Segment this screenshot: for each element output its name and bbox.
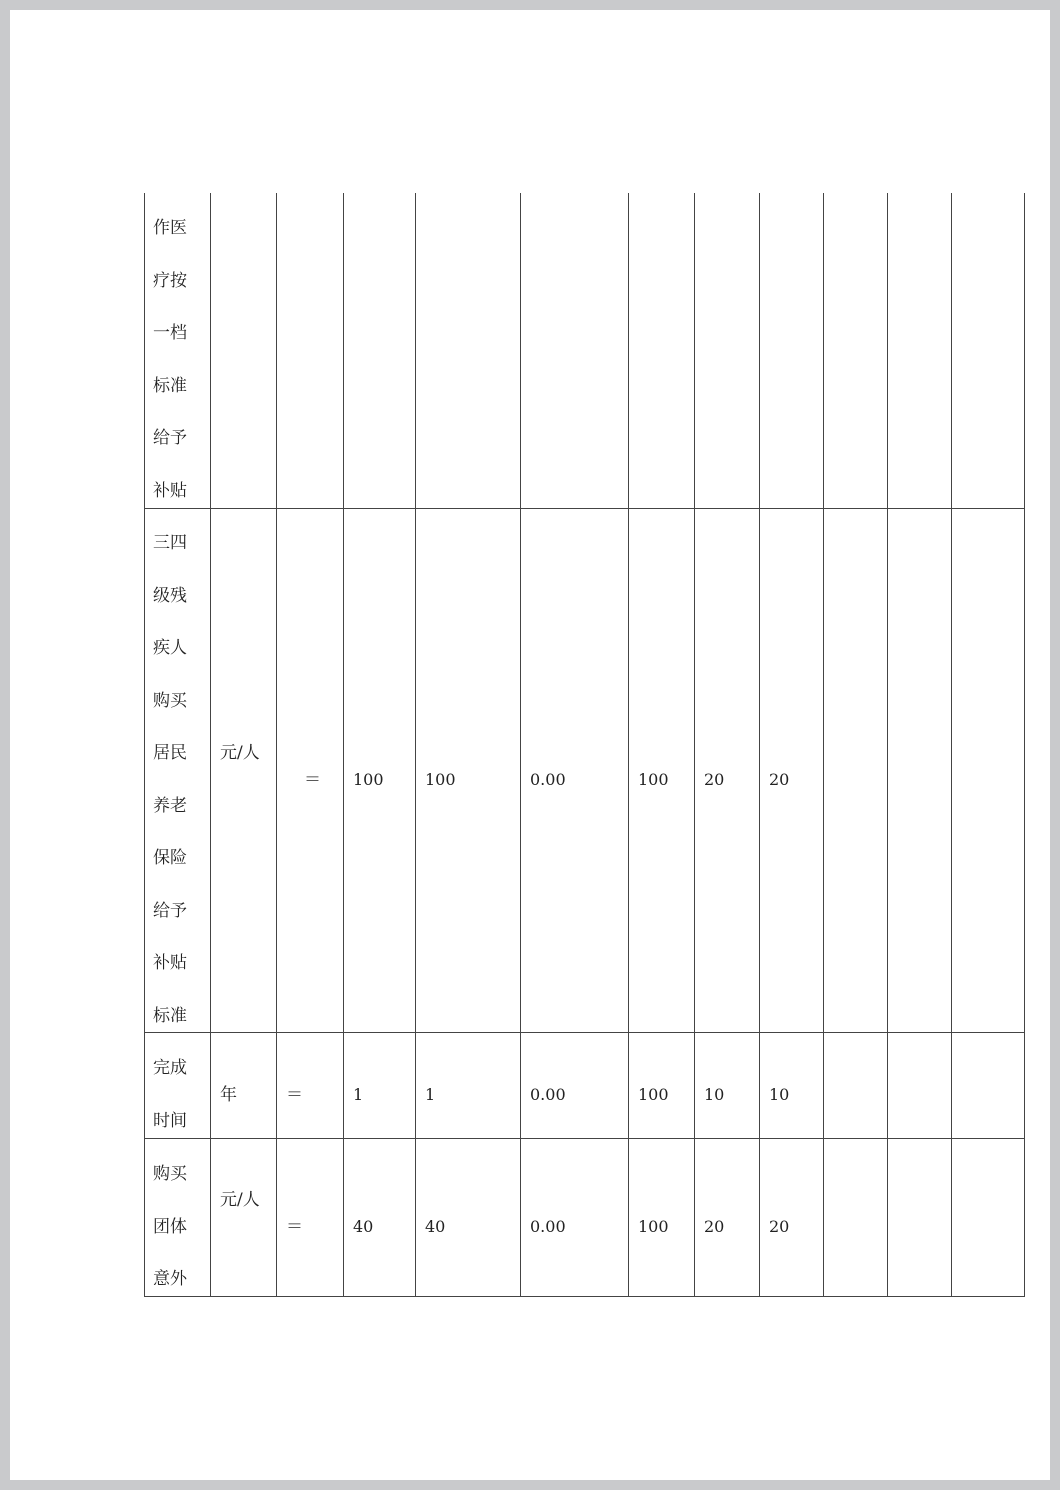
row-1-unit: 元/人 xyxy=(220,743,260,763)
row-1-v2: 100 xyxy=(425,770,456,789)
col-line-1 xyxy=(210,193,211,1297)
row-3-v4: 100 xyxy=(638,1217,669,1236)
document-page xyxy=(10,10,1050,1480)
row-line-2 xyxy=(144,1032,1025,1033)
col-line-2 xyxy=(276,193,277,1297)
row-2-v1: 1 xyxy=(353,1085,364,1104)
row-3-v3: 0.00 xyxy=(530,1217,566,1236)
col-line-9 xyxy=(823,193,824,1297)
row-1-v6: 20 xyxy=(769,770,790,789)
col-line-7 xyxy=(694,193,695,1297)
row-2-label: 完成时间 xyxy=(153,1058,187,1131)
col-line-3 xyxy=(343,193,344,1297)
row-line-4 xyxy=(144,1296,1025,1297)
row-1-op: ＝ xyxy=(304,770,321,790)
col-line-11 xyxy=(951,193,952,1297)
row-2-v3: 0.00 xyxy=(530,1085,566,1104)
col-line-10 xyxy=(887,193,888,1297)
col-line-6 xyxy=(628,193,629,1297)
row-2-unit: 年 xyxy=(220,1085,237,1105)
row-3-v2: 40 xyxy=(425,1217,446,1236)
row-line-3 xyxy=(144,1138,1025,1139)
row-1-v4: 100 xyxy=(638,770,669,789)
col-line-4 xyxy=(415,193,416,1297)
row-1-v3: 0.00 xyxy=(530,770,566,789)
row-3-v1: 40 xyxy=(353,1217,374,1236)
row-2-v4: 100 xyxy=(638,1085,669,1104)
row-1-v5: 20 xyxy=(704,770,725,789)
row-3-unit: 元/人 xyxy=(220,1190,260,1210)
row-1-v1: 100 xyxy=(353,770,384,789)
row-2-v5: 10 xyxy=(704,1085,725,1104)
row-3-v5: 20 xyxy=(704,1217,725,1236)
row-2-op: ＝ xyxy=(286,1085,303,1105)
col-line-0 xyxy=(144,193,145,1297)
col-line-12 xyxy=(1024,193,1025,1297)
row-3-op: ＝ xyxy=(286,1217,303,1237)
row-3-v6: 20 xyxy=(769,1217,790,1236)
row-2-v6: 10 xyxy=(769,1085,790,1104)
row-0-label: 作医疗按一档标准给予补贴 xyxy=(153,218,187,501)
row-line-1 xyxy=(144,508,1025,509)
row-1-label: 三四级残疾人购买居民养老保险给予补贴标准 xyxy=(153,533,187,1026)
row-3-label: 购买团体意外 xyxy=(153,1164,187,1289)
col-line-8 xyxy=(759,193,760,1297)
col-line-5 xyxy=(520,193,521,1297)
row-2-v2: 1 xyxy=(425,1085,436,1104)
